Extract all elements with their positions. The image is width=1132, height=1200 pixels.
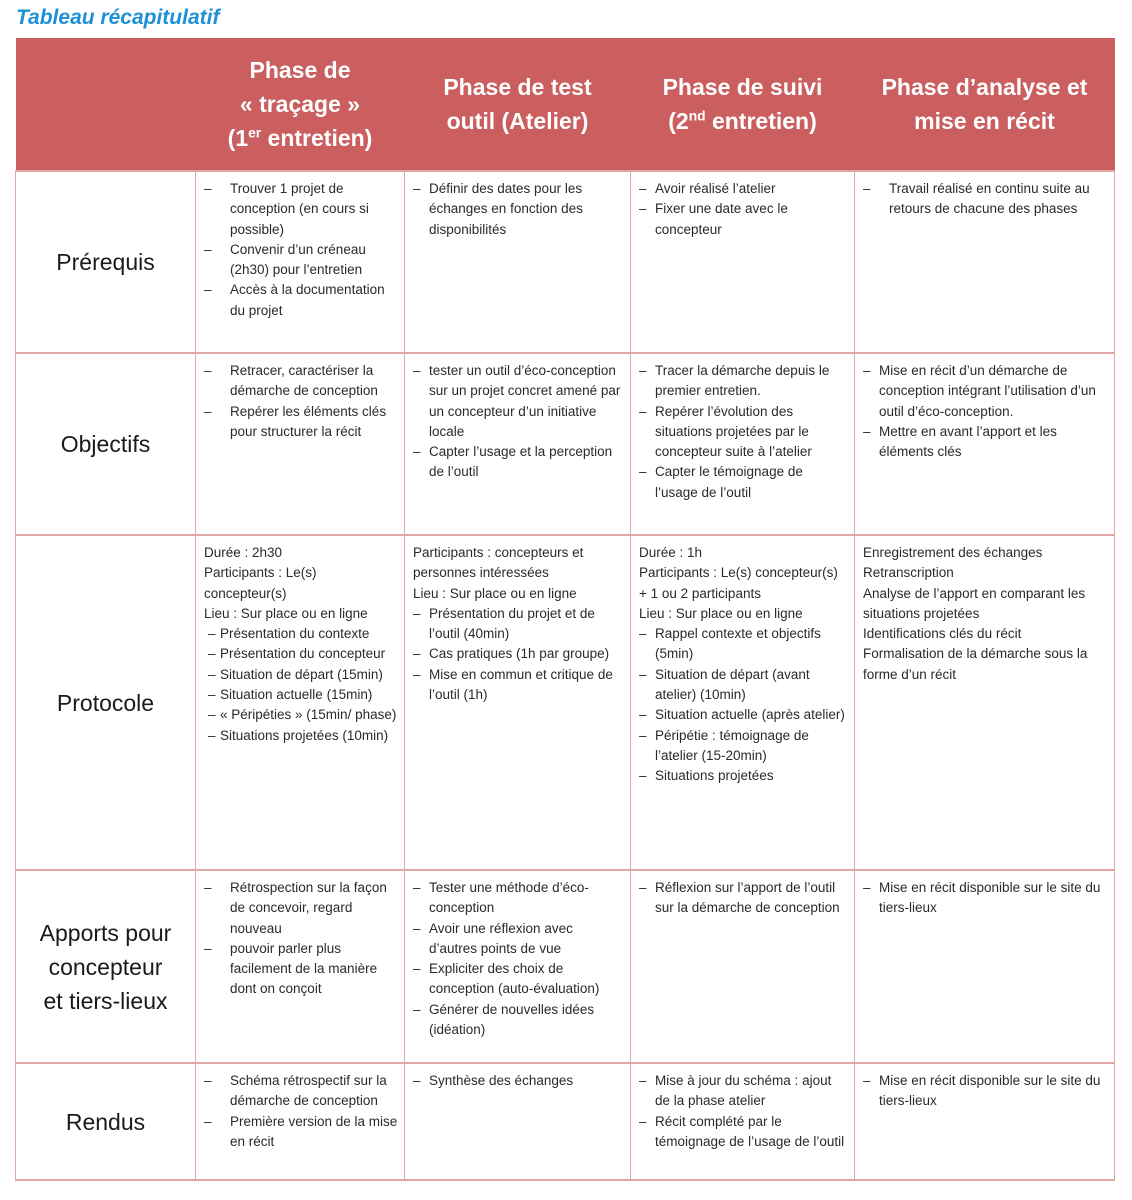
list-item: – Capter le témoignage de l’usage de l’outil — [639, 462, 848, 503]
row-label-text: Rendus — [65, 1108, 146, 1135]
cell-text: Participants : Le(s) concepteur(s) + 1 ou 2 participants — [639, 565, 838, 601]
list-item: – Fixer une date avec le concepteur — [639, 199, 848, 240]
list-item: – Récit complété par le témoignage de l’usage de l’outil — [639, 1112, 848, 1153]
header-text: (2 — [668, 108, 689, 134]
table-cell — [855, 870, 1115, 1063]
table-cell — [196, 171, 405, 353]
table-row — [16, 171, 1115, 353]
header-phase-test — [405, 38, 631, 171]
cell-text: Identifications clés du récit — [863, 626, 1022, 642]
header-text: Phase de suivi — [662, 74, 823, 100]
table-cell — [855, 1063, 1115, 1180]
row-label-text: concepteur — [48, 953, 163, 980]
header-text: entretien) — [261, 125, 373, 151]
bullet-list — [413, 604, 624, 705]
table-cell — [631, 1063, 855, 1180]
list-item: – Capter l’usage et la perception de l’outil — [413, 442, 624, 483]
table-row — [16, 870, 1115, 1063]
table-cell — [405, 870, 631, 1063]
cell-text: Durée : 2h30 — [204, 545, 283, 560]
row-label — [16, 535, 196, 870]
header-corner — [16, 38, 196, 171]
row-label-text: Apports pour — [39, 919, 172, 946]
list-item: – Cas pratiques (1h par groupe) — [413, 644, 624, 664]
bullet-list — [413, 361, 624, 483]
table-cell — [405, 535, 631, 870]
row-label — [16, 353, 196, 535]
list-item: – Première version de la mise en récit — [204, 1112, 398, 1153]
list-item: – Rappel contexte et objectifs (5min) — [639, 624, 848, 665]
list-item: – Avoir une réflexion avec d’autres points de vue — [413, 919, 624, 960]
row-label — [16, 171, 196, 353]
list-item: – Situation de départ (avant atelier) (10min) — [639, 665, 848, 706]
list-item: – Travail réalisé en continu suite au retours de chacune des phases — [863, 179, 1108, 220]
row-label-text: Prérequis — [56, 249, 155, 275]
bullet-list — [204, 878, 398, 1000]
list-item: – Accès à la documentation du projet — [204, 280, 398, 321]
header-superscript: er — [248, 125, 262, 141]
bullet-list — [639, 361, 848, 503]
header-row — [16, 38, 1115, 171]
list-item: – Repérer les éléments clés pour structurer la récit — [204, 402, 398, 443]
cell-text: Formalisation de la démarche sous la forme d’un récit — [863, 646, 1088, 682]
bullet-list — [863, 878, 1108, 919]
table-cell — [855, 353, 1115, 535]
list-item: – Rétrospection sur la façon de concevoir, regard nouveau — [204, 878, 398, 939]
table-cell — [405, 353, 631, 535]
bullet-list — [863, 361, 1108, 462]
list-item: – Mise en commun et critique de l’outil (1h) — [413, 665, 624, 706]
list-item: – Situations projetées (10min) — [204, 726, 398, 746]
cell-text: Lieu : Sur place ou en ligne — [204, 605, 368, 621]
list-item: – Retracer, caractériser la démarche de conception — [204, 361, 398, 402]
bullet-list — [863, 179, 1108, 220]
document-title: Tableau récapitulatif — [16, 6, 220, 29]
bullet-list — [204, 1071, 398, 1152]
list-item: – Repérer l’évolution des situations projetées par le concepteur suite à l’atelier — [639, 402, 848, 463]
list-item: – Générer de nouvelles idées (idéation) — [413, 1000, 624, 1041]
list-item: – Mise à jour du schéma : ajout de la phase atelier — [639, 1071, 848, 1112]
list-item: – tester un outil d’éco-conception sur un projet concret amené par un concepteur d’un initiative locale — [413, 361, 624, 442]
header-text: Phase de — [249, 57, 351, 83]
header-phase-suivi — [631, 38, 855, 171]
list-item: – Tracer la démarche depuis le premier entretien. — [639, 361, 848, 402]
header-text: Phase de test — [443, 74, 592, 100]
table-cell — [196, 535, 405, 870]
bullet-list — [413, 1071, 624, 1091]
bullet-list — [639, 878, 848, 919]
bullet-list — [413, 878, 624, 1040]
list-item: – Présentation du projet et de l’outil (40min) — [413, 604, 624, 645]
bullet-list — [413, 179, 624, 240]
table-cell — [631, 171, 855, 353]
list-item: – Situation de départ (15min) — [204, 665, 398, 685]
list-item: – Mettre en avant l’apport et les éléments clés — [863, 422, 1108, 463]
cell-text: Participants : Le(s) concepteur(s) — [204, 565, 317, 601]
header-text: outil (Atelier) — [446, 108, 589, 134]
row-label-text: et tiers-lieux — [43, 987, 168, 1014]
row-label — [16, 870, 196, 1063]
header-text: « traçage » — [239, 91, 361, 117]
list-item: – Schéma rétrospectif sur la démarche de conception — [204, 1071, 398, 1112]
list-item: – Définir des dates pour les échanges en fonction des disponibilités — [413, 179, 624, 240]
row-label — [16, 1063, 196, 1180]
cell-text: Participants : concepteurs et personnes intéressées — [413, 545, 584, 581]
table-cell — [196, 1063, 405, 1180]
bullet-list — [204, 179, 398, 321]
table-cell — [196, 870, 405, 1063]
row-label-text: Protocole — [56, 689, 155, 716]
summary-table — [15, 38, 1115, 1181]
header-text: entretien) — [705, 108, 817, 134]
list-item: – Péripétie : témoignage de l’atelier (15-20min) — [639, 726, 848, 767]
list-item: – Situation actuelle (après atelier) — [639, 705, 848, 725]
list-item: – Mise en récit disponible sur le site du tiers-lieux — [863, 878, 1108, 919]
cell-text: Enregistrement des échanges — [863, 545, 1043, 560]
list-item: – Convenir d’un créneau (2h30) pour l’entretien — [204, 240, 398, 281]
table-cell — [855, 171, 1115, 353]
list-item: – Trouver 1 projet de conception (en cours si possible) — [204, 179, 398, 240]
bullet-list — [204, 624, 398, 746]
list-item: – Mise en récit d’un démarche de conception intégrant l’utilisation d’un outil d’éco-conception. — [863, 361, 1108, 422]
cell-text: Lieu : Sur place ou en ligne — [639, 605, 803, 621]
table-cell — [855, 535, 1115, 870]
row-label-text: Objectifs — [60, 431, 151, 457]
table-cell — [631, 353, 855, 535]
table-row — [16, 535, 1115, 870]
list-item: – Tester une méthode d’éco-conception — [413, 878, 624, 919]
list-item: – Réflexion sur l’apport de l’outil sur la démarche de conception — [639, 878, 848, 919]
bullet-list — [863, 1071, 1108, 1112]
table-cell — [405, 1063, 631, 1180]
cell-text: Retranscription — [863, 565, 954, 581]
header-phase-tracage — [196, 38, 405, 171]
list-item: – Synthèse des échanges — [413, 1071, 624, 1091]
list-item: – Mise en récit disponible sur le site du tiers-lieux — [863, 1071, 1108, 1112]
bullet-list — [204, 361, 398, 442]
table-row — [16, 1063, 1115, 1180]
list-item: – pouvoir parler plus facilement de la manière dont on conçoit — [204, 939, 398, 1000]
table-cell — [631, 535, 855, 870]
bullet-list — [639, 179, 848, 240]
header-text: (1 — [227, 125, 249, 151]
table-cell — [196, 353, 405, 535]
list-item: – Expliciter des choix de conception (auto-évaluation) — [413, 959, 624, 1000]
list-item: – Présentation du contexte — [204, 624, 398, 644]
table-cell — [405, 171, 631, 353]
table-cell — [631, 870, 855, 1063]
cell-text: Analyse de l’apport en comparant les situations projetées — [863, 585, 1086, 621]
cell-text: Lieu : Sur place ou en ligne — [413, 585, 577, 601]
bullet-list — [639, 1071, 848, 1152]
list-item: – Présentation du concepteur — [204, 644, 398, 664]
bullet-list — [639, 624, 848, 786]
header-text: Phase d’analyse et — [881, 74, 1088, 100]
list-item: – Situation actuelle (15min) — [204, 685, 398, 705]
list-item: – « Péripéties » (15min/ phase) — [204, 705, 398, 725]
list-item: – Avoir réalisé l’atelier — [639, 179, 848, 199]
header-phase-analyse — [855, 38, 1115, 171]
list-item: – Situations projetées — [639, 766, 848, 786]
cell-text: Durée : 1h — [639, 545, 703, 560]
table-row — [16, 353, 1115, 535]
header-superscript: nd — [688, 108, 706, 124]
header-text: mise en récit — [914, 108, 1055, 134]
